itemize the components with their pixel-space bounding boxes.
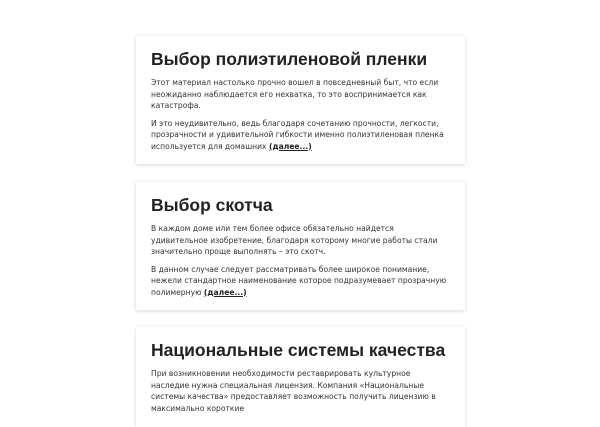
article-title[interactable]: Выбор полиэтиленовой пленки	[151, 49, 428, 69]
article-paragraph: Этот материал настолько прочно вошел в повседневный быт, что если неожиданно наблюдается его нехватка, то это воспринимается как катастрофа.	[151, 78, 439, 110]
article-paragraph-text: И это неудивительно, ведь благодаря сочетанию прочности, легкости, прозрачности и удивительной гибкости именно полиэтиленовая пленка используется для домашних	[151, 118, 444, 151]
article-paragraph	[151, 118, 451, 153]
article-paragraph	[151, 264, 451, 299]
article-paragraph-text: В данном случае следует рассматривать более широкое понимание, нежели стандартное наименование которое подразумевает прозрачную полимерную	[151, 264, 447, 297]
article-card	[136, 327, 465, 427]
article-title[interactable]: Выбор скотча	[151, 195, 273, 215]
article-title[interactable]: Национальные системы качества	[151, 340, 446, 360]
article-card	[136, 36, 465, 164]
article-paragraph: При возникновении необходимости реставрировать культурное наследие нужна специальная лицензия. Компания «Национальные системы качества» предоставляет возможность получить лицензию в максимально короткие	[151, 369, 436, 413]
read-more-link[interactable]: (далее...)	[268, 141, 312, 151]
article-card	[136, 182, 465, 310]
article-paragraph: В каждом доме или тем более офисе обязательно найдется удивительное изобретение, благодаря которому многие работы стали значительно проще выполнять – это скотч.	[151, 224, 438, 256]
read-more-link[interactable]: (далее...)	[203, 287, 247, 297]
